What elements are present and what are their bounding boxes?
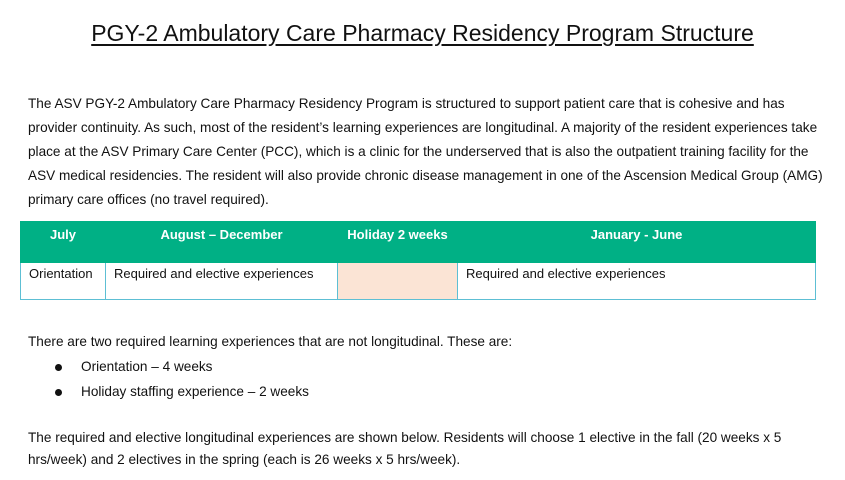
required-experiences-list	[52, 356, 309, 406]
schedule-header-row	[21, 222, 816, 263]
closing-paragraph: The required and elective longitudinal experiences are shown below. Residents will choose 1 elective in the fall (20 weeks x 5 hrs/week) and 2 electives in the spring (each is 26 weeks x 5 hrs/week).	[28, 430, 782, 467]
cell-orientation: Orientation	[21, 263, 106, 300]
header-august-december: August – December	[106, 222, 338, 263]
bullet-icon	[55, 364, 62, 371]
schedule-table	[20, 221, 816, 300]
cell-august-december: Required and elective experiences	[106, 263, 338, 300]
cell-holiday	[338, 263, 458, 300]
header-july: July	[21, 222, 106, 263]
list-item-text: Orientation – 4 weeks	[81, 359, 213, 374]
bullet-icon	[55, 389, 62, 396]
cell-january-june: Required and elective experiences	[458, 263, 816, 300]
list-item	[52, 356, 309, 381]
header-holiday: Holiday 2 weeks	[338, 222, 458, 263]
required-experiences-lead: There are two required learning experiences that are not longitudinal. These are:	[28, 334, 513, 349]
header-january-june: January - June	[458, 222, 816, 263]
list-item-text: Holiday staffing experience – 2 weeks	[81, 384, 309, 399]
list-item	[52, 381, 309, 406]
intro-paragraph: The ASV PGY-2 Ambulatory Care Pharmacy Residency Program is structured to support patient care that is cohesive and has provider continuity. As such, most of the resident’s learning experiences are longitudinal. A majority of the resident experiences take place at the ASV Primary Care Center (PCC), which is a clinic for the underserved that is also the outpatient training facility for the ASV medical residencies. The resident will also provide chronic disease management in one of the Ascension Medical Group (AMG) primary care offices (no travel required).	[28, 96, 823, 207]
table-row	[21, 263, 816, 300]
page-title: PGY-2 Ambulatory Care Pharmacy Residency Program Structure	[91, 20, 754, 46]
